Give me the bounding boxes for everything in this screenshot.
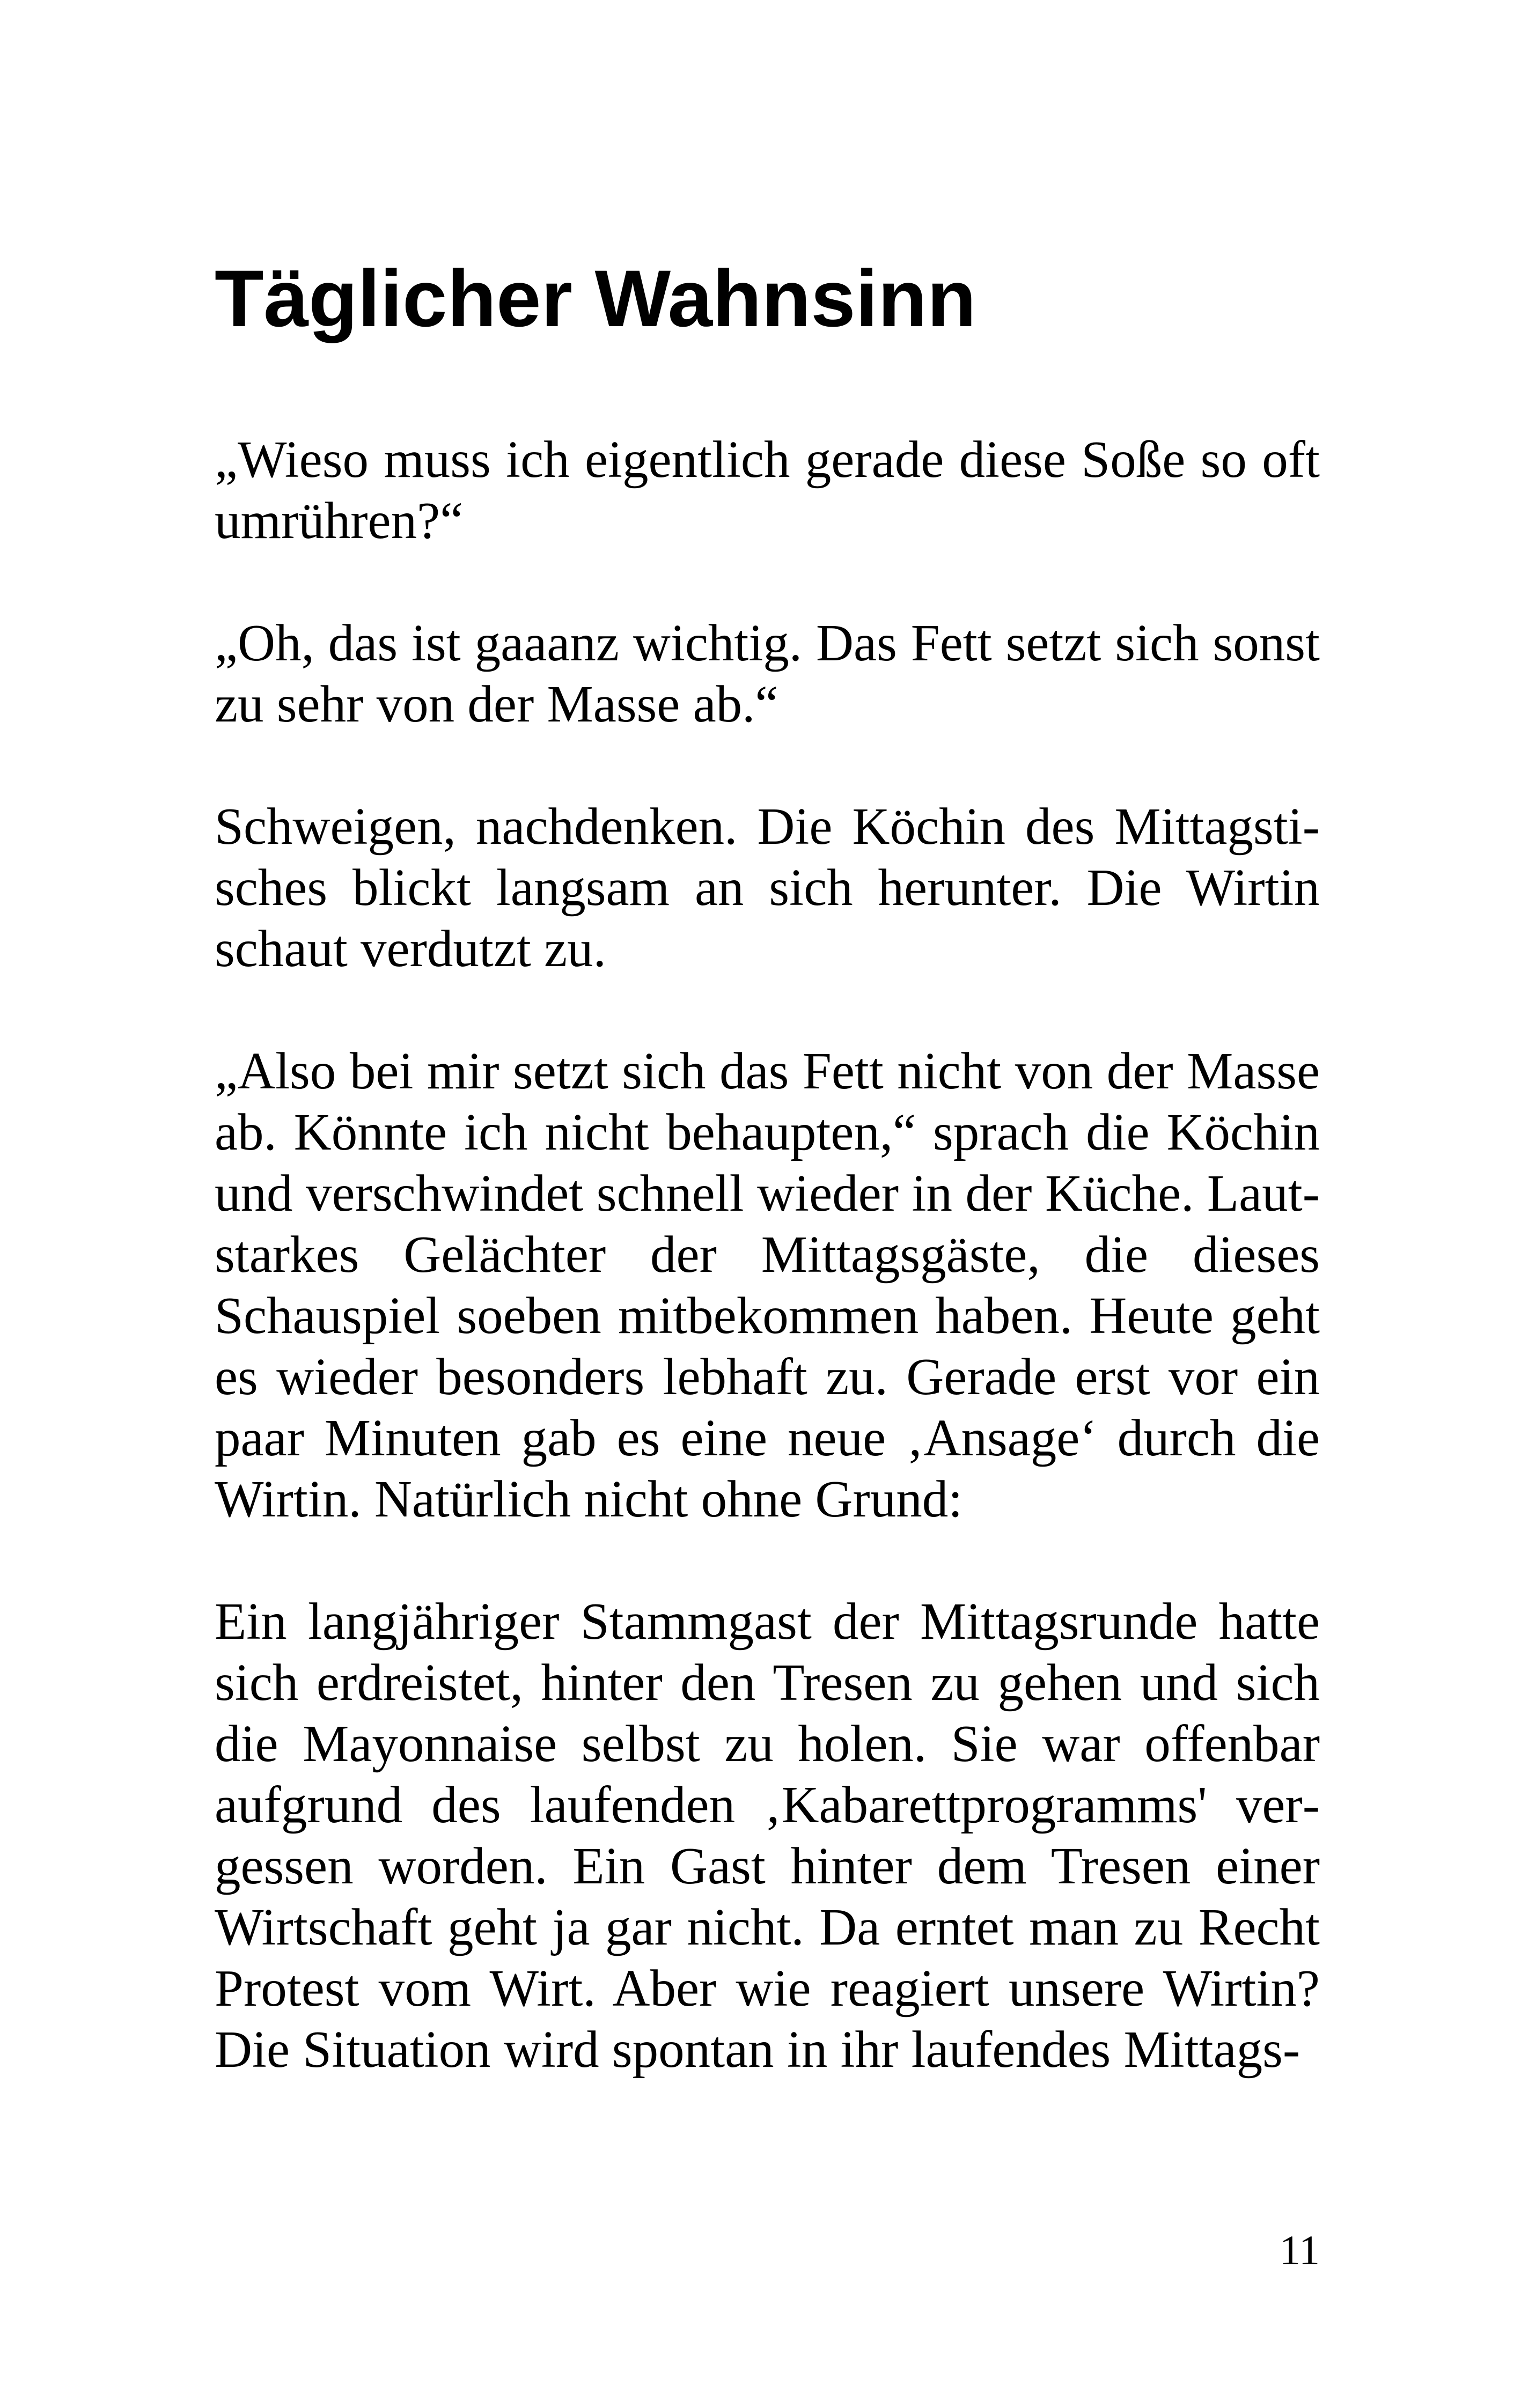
paragraph-4: „Also bei mir setzt sich das Fett nicht von der Masse ab. Könnte ich nicht behaupten,“ sprach die Köchin und verschwindet schnell wieder in der Küche. Lautstarkes Gelächter der Mittagsgäste, die dieses Schauspiel soeben mitbekommen haben. Heute geht es wieder besonders lebhaft zu. Gerade erst vor ein paar Minuten gab es eine neue ‚Ansage‘ durch die Wirtin. Natürlich nicht ohne Grund: — [215, 1042, 1320, 1528]
chapter-body — [215, 429, 1320, 2080]
chapter-title: Täglicher Wahnsinn — [215, 253, 976, 343]
paragraph-2: „Oh, das ist gaaanz wichtig. Das Fett setzt sich sonst zu sehr von der Masse ab.“ — [215, 614, 1320, 733]
page-number: 11 — [1279, 2227, 1320, 2273]
paragraph-3: Schweigen, nachdenken. Die Köchin des Mittagstisches blickt langsam an sich herunter. Die Wirtin schaut verdutzt zu. — [215, 798, 1320, 977]
paragraph-1: „Wieso muss ich eigentlich gerade diese Soße so oft umrühren?“ — [215, 431, 1320, 549]
paragraph-5: Ein langjähriger Stammgast der Mittagsrunde hatte sich erdreistet, hinter den Tresen zu gehen und sich die Mayonnaise selbst zu holen. Sie war offenbar aufgrund des laufenden ‚Kabarettprogramms' vergessen worden. Ein Gast hinter dem Tresen einer Wirtschaft geht ja gar nicht. Da erntet man zu Recht Protest vom Wirt. Aber wie reagiert unsere Wirtin? Die Situation wird spontan in ihr laufendes Mittags- — [215, 1593, 1320, 2078]
